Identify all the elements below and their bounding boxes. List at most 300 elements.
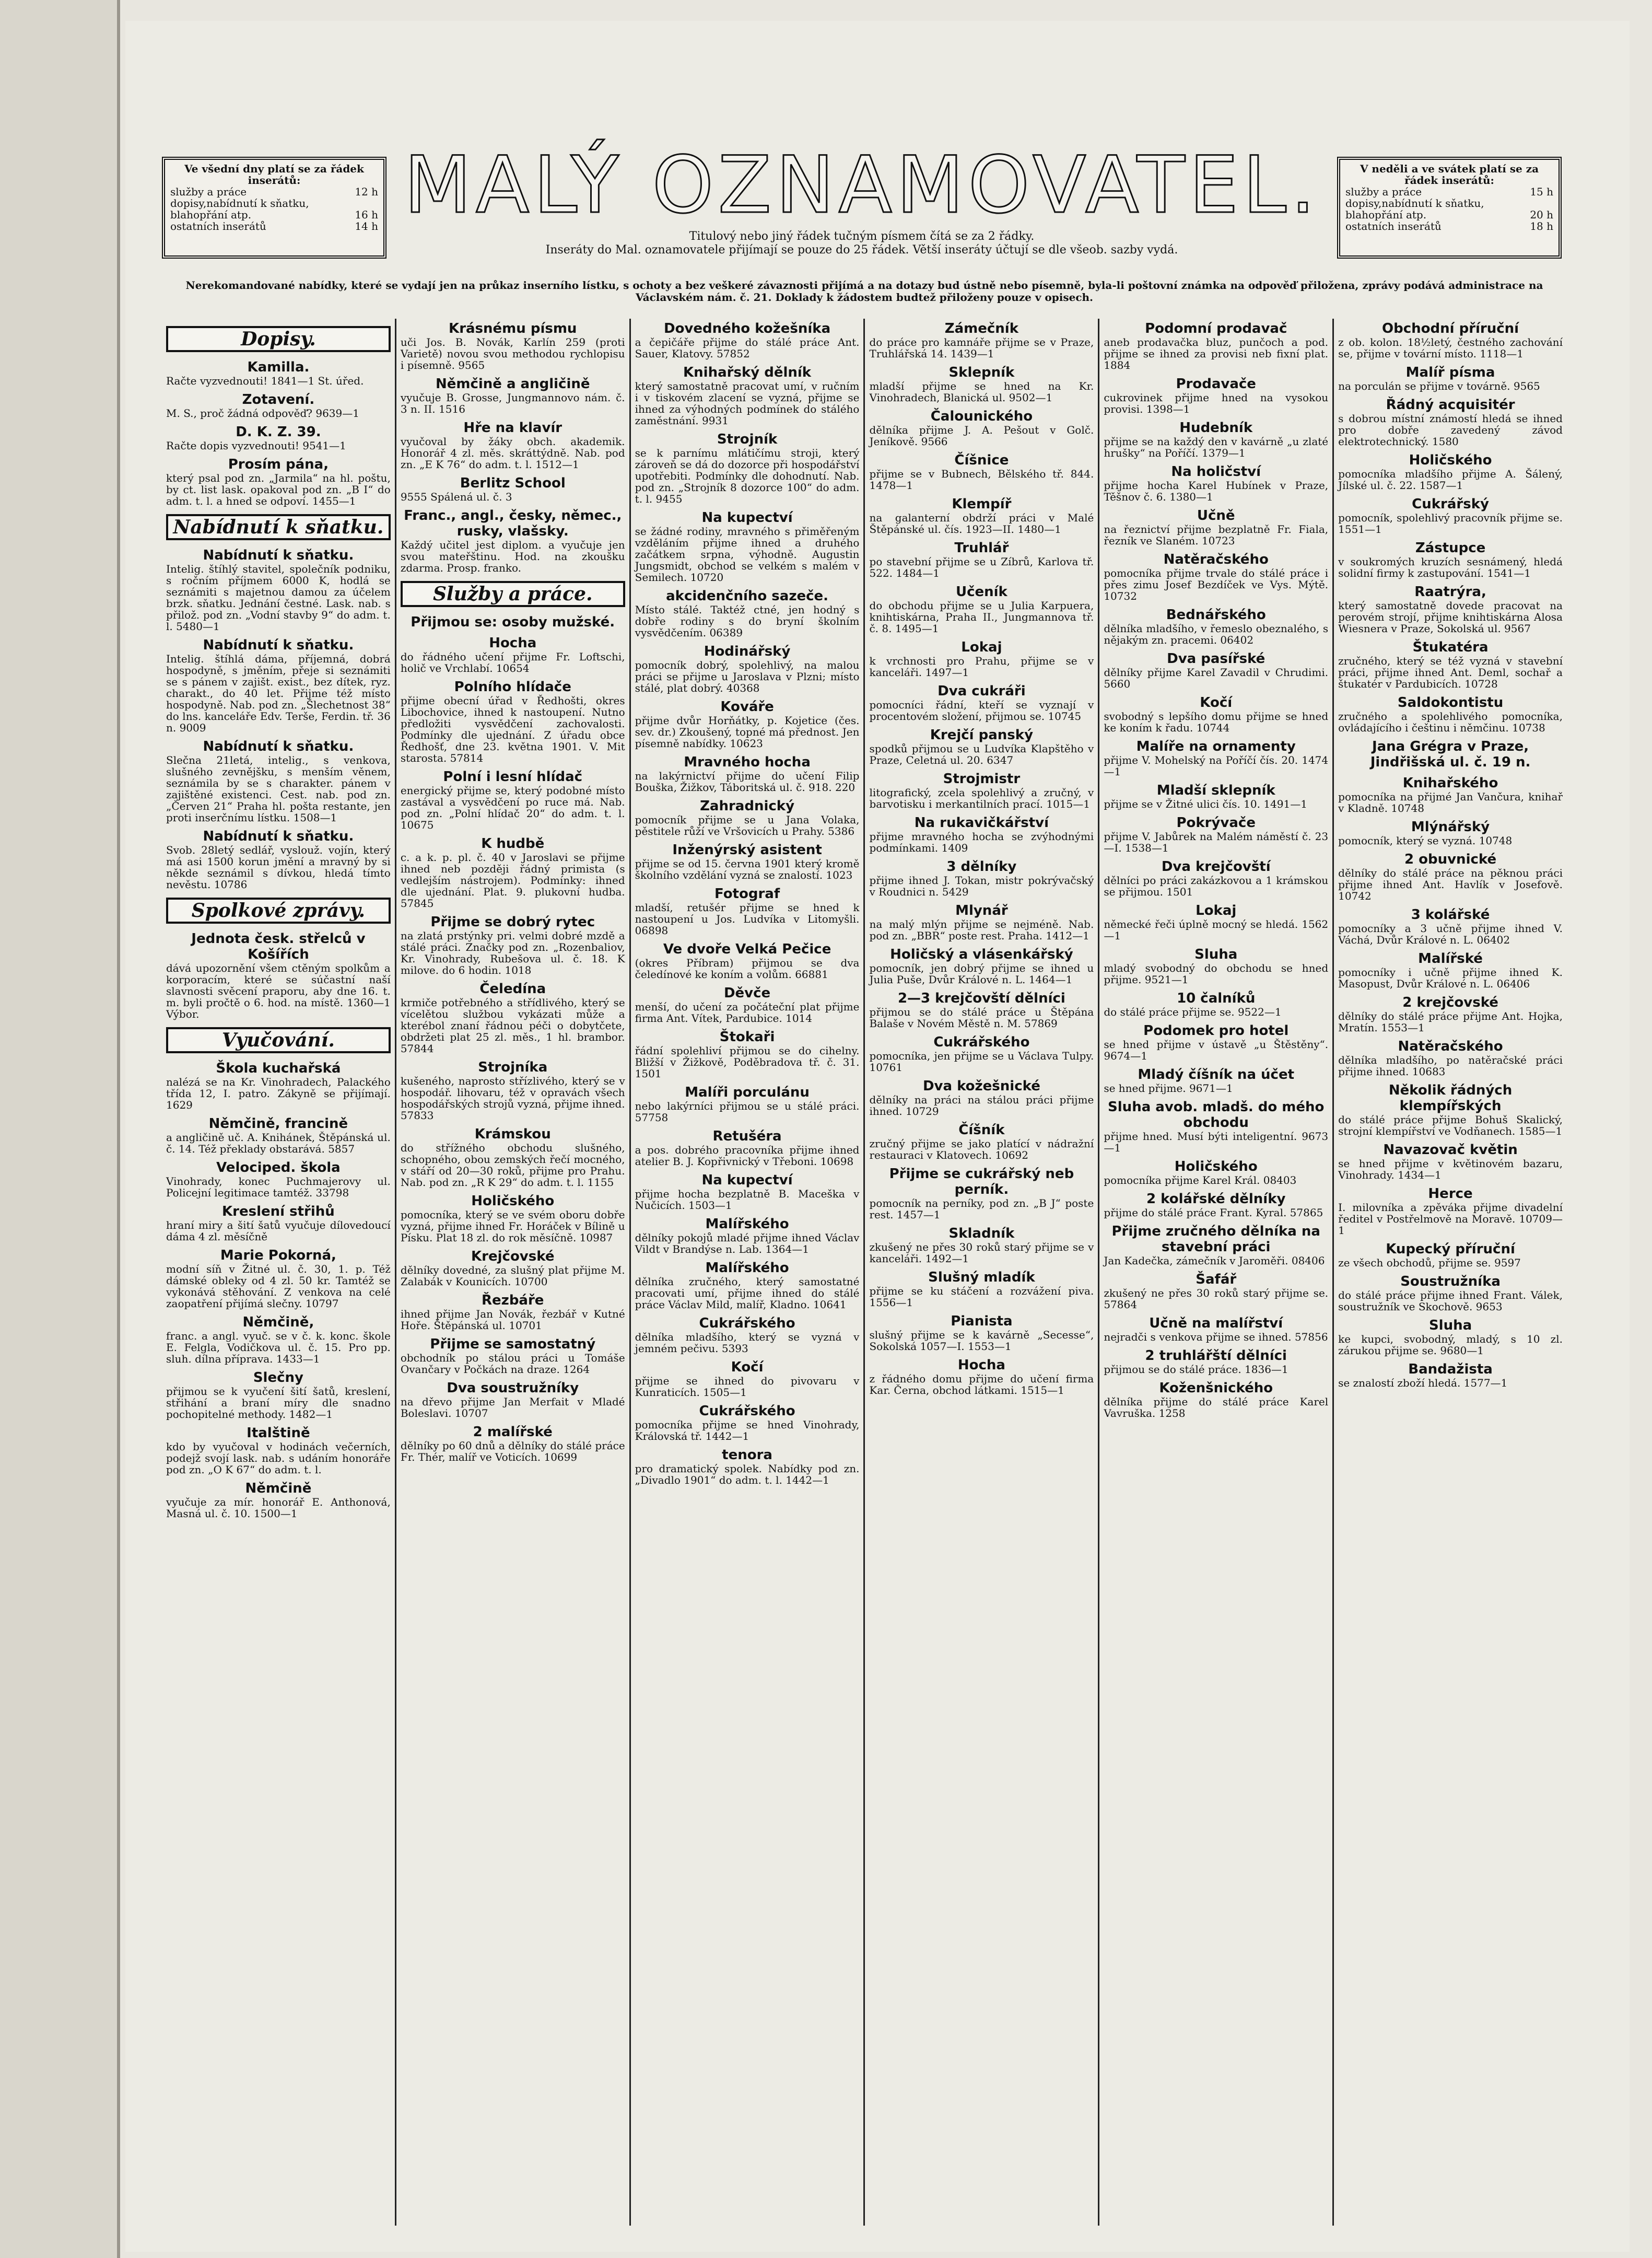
ad-body: přijme se ihned do pivovaru v Kunraticích. 1505—1 xyxy=(635,1375,860,1399)
ad-headline: Malíře na ornamenty xyxy=(1136,739,1296,754)
classified-ad xyxy=(635,842,860,881)
ad-headline: Kamilla. xyxy=(247,359,310,375)
classified-ad xyxy=(1104,1224,1328,1266)
ad-headline: Kočí xyxy=(731,1359,764,1375)
ad-headline: Zámečník xyxy=(944,321,1019,336)
ad-body: pomocníka, který se ve svém oboru dobře vyzná, přijme ihned Fr. Horáček v Bílině u Písku. Plat 18 zl. do rok měsíčně. 10987 xyxy=(400,1208,625,1244)
ad-body: Svob. 28letý sedlář, vyslouž. vojín, který má asi 1500 korun jmění a mravný by si někde seznámil s dívkou, hledá tímto nevěstu. 10786 xyxy=(166,844,391,891)
ad-body: cukrovinek přijme hned na vysokou provisi. 1398—1 xyxy=(1104,391,1329,415)
ad-body: se žádné rodiny, mravného s přiměřeným vzděláním přijme ihned a druhého začátkem srpna, výhodně. Augustin Jungsmidt, obchod se velkém s malém v Semilech. 10720 xyxy=(635,525,860,584)
rate-row xyxy=(170,197,378,209)
classified-ad xyxy=(1104,991,1328,1018)
classified-ad xyxy=(635,321,860,359)
classified-ad xyxy=(1338,907,1563,946)
classified-ad xyxy=(1104,508,1328,546)
ad-body: přijme mravného hocha se zvýhodnými podmínkami. 1409 xyxy=(869,830,1094,854)
classified-ad xyxy=(166,548,391,632)
classified-ad xyxy=(869,859,1094,898)
ad-body: vyučuje za mír. honorář E. Anthonová, Masná ul. č. 10. 1500—1 xyxy=(166,1496,391,1520)
ad-body: dělníky do stálé práce přijme Ant. Hojka, Mratín. 1553—1 xyxy=(1338,1010,1563,1034)
ad-headline: Kreslení střihů xyxy=(222,1204,335,1219)
rates-sunday-box xyxy=(1337,157,1562,259)
ad-headline: Pianista xyxy=(951,1313,1013,1329)
ad-headline: Přijme se samostatný xyxy=(430,1336,596,1352)
classified-ad xyxy=(401,1060,625,1121)
classified-ad xyxy=(1104,859,1328,898)
ad-headline: Štokaři xyxy=(719,1029,775,1045)
ad-body: ze všech obchodů, přijme se. 9597 xyxy=(1338,1256,1521,1269)
ad-headline: Retušéra xyxy=(712,1128,782,1144)
classified-ad xyxy=(166,829,391,890)
ad-body: kdo by vyučoval v hodinách večerních, podejž svojí lask. nab. s udáním honoráře pod zn. „O K 67“ do adm. t. l. xyxy=(166,1440,391,1476)
classified-ad xyxy=(869,771,1094,810)
classified-ad xyxy=(635,1359,860,1398)
ad-body: který samostatně pracovat umí, v ručním i v tiskovém zlacení se vyzná, přijme se ihned za výhodných podmínek do stálého zaměstnání. 9931 xyxy=(635,380,860,427)
ad-body: modní síň v Žitné ul. č. 30, 1. p. Též dámské obleky od 4 zl. 50 kr. Tamtéž se vykonává stěhování. Z venkova na celé zaopatření přijímá slečny. 10797 xyxy=(166,1263,391,1310)
ad-headline: Slečny xyxy=(253,1370,303,1386)
ad-headline: 3 kolářské xyxy=(1411,907,1490,923)
ad-headline: Malíř písma xyxy=(1405,365,1495,380)
ad-headline: Hocha xyxy=(957,1357,1005,1373)
ad-column xyxy=(863,319,1098,2226)
rate-row xyxy=(1345,197,1553,209)
ad-headline: Prosím pána, xyxy=(228,457,329,472)
ad-headline: Berlitz School xyxy=(460,475,566,491)
classified-ad xyxy=(869,1226,1094,1264)
ad-body: pomocníka na přijmé Jan Vančura, knihař v Kladně. 10748 xyxy=(1338,790,1563,814)
ad-body: přijme se v Bubnech, Bělského tř. 844. 1478—1 xyxy=(869,468,1094,492)
ad-headline: Holičského xyxy=(1409,452,1492,468)
ad-headline: Šafář xyxy=(1196,1272,1237,1287)
classified-ad xyxy=(1338,397,1563,447)
ad-body: nejradči s venkova přijme se ihned. 57856 xyxy=(1104,1331,1328,1343)
ad-body: dělníky na práci na stálou práci přijme ihned. 10729 xyxy=(869,1093,1094,1118)
classified-ad xyxy=(401,914,625,976)
ad-body: přijme hned. Musí býti inteligentní. 9673—1 xyxy=(1104,1130,1329,1154)
newspaper-page xyxy=(125,21,1630,2252)
ad-headline: Sluha xyxy=(1428,1318,1472,1333)
ad-body: do řádného učení přijme Fr. Loftschi, holič ve Vrchlabí. 10654 xyxy=(400,650,625,674)
classified-ad xyxy=(1104,783,1328,810)
classified-ad xyxy=(1104,947,1328,985)
ad-headline: Podomní prodavač xyxy=(1145,321,1287,336)
ad-headline: Přijme se cukrářský neb perník. xyxy=(889,1166,1074,1197)
ad-headline: Holičského xyxy=(471,1193,555,1209)
classified-ad xyxy=(166,1160,391,1198)
classified-ad xyxy=(1104,607,1328,646)
ad-body: přijmou se k vyučení šití šatů, kreslení, střihání a braní míry dle snadno pochopitelné methody. 1482—1 xyxy=(166,1385,391,1421)
ad-body: do stálé práce přijme se. 9522—1 xyxy=(1104,1006,1282,1018)
ad-headline: Navazovač květin xyxy=(1383,1142,1518,1158)
ad-headline: Knihařského xyxy=(1402,775,1498,791)
ad-headline: Podomek pro hotel xyxy=(1143,1023,1289,1039)
classified-ad xyxy=(166,1425,391,1475)
page-header xyxy=(162,141,1562,277)
ad-headline: Raatrýra, xyxy=(1414,584,1486,600)
classified-ad xyxy=(1338,321,1563,359)
ad-body: přijme V. Jabůrek na Malém náměstí č. 23—I. 1538—1 xyxy=(1104,830,1329,854)
classified-ad xyxy=(1104,1023,1328,1062)
rate-row xyxy=(1345,220,1553,232)
ad-body: hraní miry a šití šatů vyučuje dílovedoucí dáma 4 zl. měsíčně xyxy=(166,1219,391,1243)
ad-headline: Přijme se dobrý rytec xyxy=(430,914,595,930)
ad-headline: akcidenčního sazeče. xyxy=(666,588,829,604)
ad-body: litografický, zcela spolehlivý a zručný, v barvotisku i merkantilních prací. 1015—1 xyxy=(869,786,1094,810)
ad-column xyxy=(1098,319,1332,2226)
ad-body: zkušený ne přes 30 roků starý přijme se v kanceláři. 1492—1 xyxy=(869,1241,1094,1265)
ad-headline: Cukrářského xyxy=(699,1316,795,1331)
classified-ad xyxy=(869,1166,1094,1220)
rate-price: 14 h xyxy=(355,220,378,232)
ad-headline: Čeledína xyxy=(479,981,546,997)
ad-body: přijme V. Mohelský na Poříčí čís. 20. 1474—1 xyxy=(1104,754,1329,778)
classified-ad xyxy=(166,637,391,734)
classified-ad xyxy=(869,639,1094,678)
ad-body: pomocník na perníky, pod zn. „B J“ poste rest. 1457—1 xyxy=(869,1197,1094,1221)
ad-body: (okres Příbram) přijmou se dva čeledínové ke koním a volům. 66881 xyxy=(635,957,860,981)
classified-ad xyxy=(635,365,860,426)
ad-body: se hned přijme v ústavě „u Štěstěny“. 9674—1 xyxy=(1104,1038,1329,1062)
ad-headline: Dva krejčovští xyxy=(1161,859,1271,875)
rate-label: služby a práce xyxy=(170,185,247,198)
ad-body: se hned přijme v květinovém bazaru, Vinohrady. 1434—1 xyxy=(1338,1157,1563,1181)
classified-ad xyxy=(869,1122,1094,1161)
ad-body: slušný přijme se k kavárně „Secesse“, Sokolská 1057—I. 1553—1 xyxy=(869,1329,1094,1353)
ad-body: mladší, retušér přijme se hned k nastoupení u Jos. Ludvíka v Litomyšli. 06898 xyxy=(635,901,860,937)
ad-headline: Hodinářský xyxy=(704,644,791,659)
ad-body: do obchodu přijme se u Julia Karpuera, knihtiskárna, Praha II., Jungmannova tř. č. 8. 1495—1 xyxy=(869,599,1094,635)
ad-body: do střížného obchodu slušného, schopného, obou zemských řečí mocného, v stáří od 20—30 roků, přijme pro Prahu. Nab. pod zn. „R K 29“ do adm. t. l. 1155 xyxy=(400,1142,625,1189)
ad-headline: Přijmou se: osoby mužské. xyxy=(411,614,615,630)
ad-headline: Knihařský dělník xyxy=(683,365,812,380)
ad-headline: Němčině, xyxy=(242,1314,314,1330)
ad-headline: 2 krejčovské xyxy=(1402,995,1498,1010)
ad-body: dělníky po 60 dnů a dělníky do stálé práce Fr. Thér, malíř ve Voticích. 10699 xyxy=(400,1439,625,1463)
classified-ad xyxy=(869,815,1094,854)
ad-body: pomocníky a 3 učně přijme ihned V. Váchá, Dvůr Králové n. L. 06402 xyxy=(1338,922,1563,946)
ad-headline: Bandažista xyxy=(1408,1361,1493,1377)
classified-ad xyxy=(1338,452,1563,491)
ad-body: na řeznictví přijme bezplatně Fr. Fiala, řezník ve Slaném. 10723 xyxy=(1104,523,1329,547)
masthead xyxy=(397,141,1327,257)
ad-headline: Polního hlídače xyxy=(454,679,571,695)
classified-ad xyxy=(166,1116,391,1155)
masthead-subtitle-1: Titulový nebo jiný řádek tučným písmem čítá se za 2 řádky. xyxy=(689,230,1035,243)
classified-ad xyxy=(1338,951,1563,990)
classified-ad xyxy=(1104,1380,1328,1419)
classified-ad xyxy=(1104,815,1328,854)
ad-body: vyučuje B. Grosse, Jungmannovo nám. č. 3 n. II. 1516 xyxy=(400,391,625,415)
ad-body: dělníka mladšího, který se vyzná v jemném pečivu. 5393 xyxy=(635,1331,860,1355)
classified-ad xyxy=(1104,1067,1328,1094)
rates-weekday-rows xyxy=(170,186,378,232)
classified-ad xyxy=(401,1293,625,1331)
ad-body: Každý učitel jest diplom. a vyučuje jen svou mateřštinu. Hod. na zkoušku zdarma. Prosp. franko. xyxy=(400,539,625,574)
ad-body: kušeného, naprosto střízlivého, který se v hospodář. lihovaru, též v opravách všech hospodářských strojů vyzná, přijme ihned. 57833 xyxy=(400,1075,625,1122)
ad-body: dává upozornění všem ctěným spolkům a korporacím, které se súčastní naší slavnosti svěcení praporu, aby dne 16. t. m. byli pročtě o 6. hod. na místě. 1360—1 Výbor. xyxy=(166,962,391,1020)
masthead-title: MALÝ OZNAMOVATEL. xyxy=(404,140,1320,231)
ad-headline: Řezbáře xyxy=(482,1293,544,1308)
classified-ad xyxy=(401,1380,625,1419)
classified-ad xyxy=(1338,695,1563,734)
rate-row xyxy=(170,186,378,197)
ad-body: vyučoval by žáky obch. akademik. Honorář 4 zl. měs. skráttýdně. Nab. pod zn. „E K 76“ do adm. t. l. 1512—1 xyxy=(400,435,625,471)
classified-ad xyxy=(166,1481,391,1519)
classified-ad xyxy=(635,1260,860,1310)
ad-body: pomocník přijme se u Jana Volaka, pěstitele růží ve Vršovicích u Prahy. 5386 xyxy=(635,813,860,837)
ad-body: přijme se na každý den v kavárně „u zlaté hrušky“ na Poříčí. 1379—1 xyxy=(1104,435,1329,459)
classified-ad xyxy=(635,886,860,936)
ad-headline: Truhlář xyxy=(954,540,1009,556)
ad-headline: Mladší sklepník xyxy=(1156,783,1275,798)
classified-columns xyxy=(162,319,1567,2226)
classified-ad xyxy=(1104,1272,1328,1310)
section-heading: Nabídnutí k sňatku. xyxy=(166,514,391,540)
ad-body: pomocník, který se vyzná. 10748 xyxy=(1338,834,1513,847)
ad-headline: Dva soustružníky xyxy=(447,1380,579,1396)
ad-body: mladý svobodný do obchodu se hned přijme. 9521—1 xyxy=(1104,962,1329,986)
ad-body: dělníky dovedné, za slušný plat přijme M. Zalabák v Kounicích. 10700 xyxy=(400,1264,625,1288)
ad-headline: Hře na klavír xyxy=(463,420,563,436)
rate-row xyxy=(1345,186,1553,197)
ad-headline: Strojníka xyxy=(478,1060,548,1075)
ad-headline: Mlýnářský xyxy=(1411,819,1490,835)
ad-body: přijme se od 15. června 1901 který kromě školního vzdělání vyzná se znalostí. 1023 xyxy=(635,857,860,881)
ad-headline: Lokaj xyxy=(1196,903,1237,918)
classified-ad xyxy=(166,739,391,823)
ad-headline: D. K. Z. 39. xyxy=(236,424,321,440)
ad-headline: Italštině xyxy=(247,1425,310,1441)
classified-ad xyxy=(401,1126,625,1188)
ad-headline: Dva kožešnické xyxy=(922,1078,1040,1094)
classified-ad xyxy=(635,798,860,837)
ad-body: se hned přijme. 9671—1 xyxy=(1104,1082,1233,1095)
ad-body: I. milovníka a zpěváka přijme divadelní ředitel v Postřelmově na Moravě. 10709—1 xyxy=(1338,1201,1563,1237)
classified-ad xyxy=(869,903,1094,941)
classified-ad xyxy=(869,496,1094,535)
ad-body: zručný přijme se jako platící v nádražní restauraci v Klatovech. 10692 xyxy=(869,1137,1094,1161)
ad-body: na dřevo přijme Jan Merfait v Mladé Boleslavi. 10707 xyxy=(400,1395,625,1419)
rate-label: ostatních inserátů xyxy=(1345,220,1442,232)
ad-headline: Malířského xyxy=(705,1260,789,1276)
ad-headline: Němčině xyxy=(245,1481,312,1496)
classified-ad xyxy=(869,540,1094,579)
ad-body: přijme obecní úřad v Ředhošti, okres Libochovice, ihned k nastoupení. Nutno předložiti vysvědčení zachovalosti. Podmínky dle ujednání. Z úřadu obce Ředhošť, dne 23. května 1901. V. Mit starosta. 57814 xyxy=(400,694,625,764)
ad-column xyxy=(395,319,629,2226)
ad-headline: Strojník xyxy=(717,432,778,447)
ad-body: franc. a angl. vyuč. se v č. k. konc. škole E. Felgla, Vodičkova ul. č. 15. Pro pp. sluh. dílna příprava. 1433—1 xyxy=(166,1330,391,1365)
classified-ad xyxy=(1338,1083,1563,1137)
ad-body: pomocník dobrý, spolehlivý, na malou práci se přijme u Jaroslava v Plzni; místo stálé, plat dobrý. 40368 xyxy=(635,659,860,694)
classified-ad xyxy=(166,457,391,507)
ad-headline: Na kupectví xyxy=(701,1172,793,1188)
ad-body: dělníka mladšího, po natěračské práci přijme ihned. 10683 xyxy=(1338,1054,1563,1078)
ad-headline: Inženýrský asistent xyxy=(672,842,822,858)
ad-body: pomocníka přijme Karel Král. 08403 xyxy=(1104,1174,1297,1186)
rate-label: ostatních inserátů xyxy=(170,220,266,232)
ad-body: pomocníky i učně přijme ihned K. Masopust, Dvůr Králové n. L. 06406 xyxy=(1338,966,1563,990)
ad-body: který samostatně dovede pracovat na perovém strojí, přijme knihtiskárna Alosa Wiesnera v Praze, Sokolská ul. 9567 xyxy=(1338,599,1563,635)
rate-label: služby a práce xyxy=(1345,185,1422,198)
classified-ad xyxy=(1338,365,1563,392)
ad-headline: Holičského xyxy=(1174,1159,1258,1174)
ad-body: Račte vyzvednouti! 1841—1 St. úřed. xyxy=(166,375,364,387)
classified-ad xyxy=(869,727,1094,766)
classified-ad xyxy=(401,635,625,674)
ad-headline: Děvče xyxy=(723,985,771,1001)
ad-body: pomocníka přijme se hned Vinohrady, Královská tř. 1442—1 xyxy=(635,1418,860,1442)
ad-headline: Kováře xyxy=(720,699,774,715)
classified-ad xyxy=(635,941,860,980)
classified-ad xyxy=(1104,1348,1328,1375)
ad-body: přijme ihned J. Tokan, mistr pokrývačský v Roudnici n. 5429 xyxy=(869,874,1094,898)
ad-headline: Hudebník xyxy=(1179,420,1253,436)
classified-ad xyxy=(869,1078,1094,1117)
ad-body: na zlatá prstýnky pri. velmi dobré mzdě a stálé práci. Značky pod zn. „Rozenbaliov, Kr. Vinohrady, Rubešova ul. č. 18. K milove. do 6 hodin. 1018 xyxy=(400,929,625,976)
classified-ad xyxy=(166,424,391,451)
classified-ad xyxy=(1104,739,1328,777)
ad-column xyxy=(629,319,864,2226)
ad-headline: Učně xyxy=(1197,508,1235,523)
ad-headline: Soustružníka xyxy=(1400,1274,1501,1289)
classified-ad xyxy=(1104,695,1328,734)
classified-ad xyxy=(401,1193,625,1243)
classified-ad xyxy=(635,432,860,505)
rate-label: dopisy,nabídnutí k sňatku, xyxy=(170,197,309,209)
ad-body: ke kupci, svobodný, mladý, s 10 zl. zárukou přijme se. 9680—1 xyxy=(1338,1333,1563,1357)
ad-body: nalézá se na Kr. Vinohradech, Palackého třída 12, I. patro. Zákyně se přijímají. 1629 xyxy=(166,1076,391,1111)
rate-price: 15 h xyxy=(1530,185,1553,198)
ad-body: Intelig. štíhlá dáma, příjemná, dobrá hospodyně, s jměním, přeje si seznámiti se s pánem v zajišt. exist., bez dítek, ryz. charakt., do 40 let. Přijme též místo hospodyně. Nab. pod zn. „Šlechetnost 38“ do lns. kanceláře Edv. Terše, Ferdin. tř. 36 n. 9009 xyxy=(166,653,391,734)
ad-body: na porculán se přijme v továrně. 9565 xyxy=(1338,380,1540,392)
ad-headline: Holičský a vlásenkářský xyxy=(890,947,1073,962)
ad-body: obchodník po stálou práci u Tomáše Ovančary v Počkách na draze. 1264 xyxy=(400,1352,625,1376)
ad-body: a pos. dobrého pracovníka přijme ihned atelier B. J. Kopřivnický v Třeboni. 10698 xyxy=(635,1144,860,1168)
classified-ad xyxy=(1104,376,1328,415)
classified-ad xyxy=(1104,1191,1328,1218)
classified-ad xyxy=(1338,1318,1563,1356)
ad-body: německé řeči úplně mocný se hledá. 1562—1 xyxy=(1104,918,1329,942)
ad-body: zručného, který se též vyzná v stavební práci, přijme ihned Ant. Deml, sochař a štukatér v Pardubicích. 10728 xyxy=(1338,655,1563,690)
classified-ad xyxy=(1338,852,1563,902)
ad-headline: Zotavení. xyxy=(242,392,315,408)
ad-body: pomocníka přijme trvale do stálé práce i přes zimu Josef Bezdíček ve Vys. Mýtě. 10732 xyxy=(1104,567,1329,602)
classified-ad xyxy=(401,508,625,574)
ad-headline: Saldokontistu xyxy=(1397,695,1504,711)
classified-ad xyxy=(869,1357,1094,1396)
classified-ad xyxy=(869,321,1094,359)
ad-body: Slečna 21letá, intelig., s venkova, slušného zevnějšku, s menším věnem, seznámila by se s charakter. pánem v zajištěné existenci. Cest. nab. pod zn. „Červen 21“ Praha hl. pošta restante, jen proti inserčnímu lístku. 1508—1 xyxy=(166,754,391,824)
ad-headline: Na holičství xyxy=(1171,464,1261,480)
ad-headline: Zástupce xyxy=(1415,540,1486,556)
rate-label: dopisy,nabídnutí k sňatku, xyxy=(1345,197,1484,209)
ad-headline: Na kupectví xyxy=(701,510,793,526)
ad-headline: Strojmistr xyxy=(943,771,1021,787)
ad-body: dělníka mladšího, v řemeslo obeznalého, s nějakým zn. pracemi. 06402 xyxy=(1104,622,1329,646)
ad-body: Jan Kadečka, zámečník v Jaroměři. 08406 xyxy=(1104,1254,1325,1267)
ad-body: aneb prodavačka bluz, punčoch a pod. přijme se ihned za provisi neb fixní plat. 1884 xyxy=(1104,336,1329,371)
ad-headline: Sluha xyxy=(1194,947,1238,962)
ad-headline: Nabídnutí k sňatku. xyxy=(203,637,354,653)
rate-price: 12 h xyxy=(355,185,378,198)
classified-ad xyxy=(869,1313,1094,1352)
ad-headline: Prodavače xyxy=(1176,376,1256,392)
classified-ad xyxy=(635,1447,860,1486)
ad-headline: Na rukavičkářství xyxy=(914,815,1049,831)
ad-body: nebo lakýrníci přijmou se u stálé práci. 57758 xyxy=(635,1100,860,1124)
ad-body: přijmou se do stálé práce u Štěpána Balaše v Novém Městě n. M. 57869 xyxy=(869,1006,1094,1030)
ad-body: pomocníci řádní, kteří se vyznají v procentovém složení, přijmou se. 10745 xyxy=(869,699,1094,723)
ad-headline: 2 truhlářští dělníci xyxy=(1145,1348,1287,1364)
classified-ad xyxy=(1104,464,1328,503)
ad-body: zručného a spolehlivého pomocníka, ovládajícího i češtinu i němčinu. 10738 xyxy=(1338,710,1563,734)
rates-sunday-rows xyxy=(1345,186,1553,232)
ad-body: po stavební přijme se u Zíbrů, Karlova tř. 522. 1484—1 xyxy=(869,555,1094,579)
ad-headline: Herce xyxy=(1428,1186,1473,1202)
classified-ad xyxy=(1338,540,1563,579)
classified-ad xyxy=(635,1316,860,1354)
ad-body: přijmou se do stálé práce. 1836—1 xyxy=(1104,1363,1288,1376)
classified-ad xyxy=(401,769,625,831)
ad-body: Intelig. štíhlý stavitel, společník podniku, s ročním příjmem 6000 K, hodlá se seznámiti s majetnou damou za účelem brzk. sňatku. Jednání čestné. Lask. nab. s přilož. pod zn. „Vodní stavby 9“ do adm. t. l. 5480—1 xyxy=(166,563,391,633)
ad-body: pomocníka, jen přijme se u Václava Tulpy. 10761 xyxy=(869,1050,1094,1074)
ad-headline: Číšník xyxy=(958,1122,1005,1138)
ad-body: mladší přijme se hned na Kr. Vinohradech, Blanická ul. 9502—1 xyxy=(869,380,1094,404)
classified-ad xyxy=(869,409,1094,447)
ad-body: pomocníka mladšího přijme A. Šálený, Jílské ul. č. 22. 1587—1 xyxy=(1338,468,1563,492)
rates-weekday-box xyxy=(162,157,386,259)
classified-ad xyxy=(1338,1361,1563,1389)
classified-ad xyxy=(1338,775,1563,814)
ad-headline: Jednota česk. střelců v Košířích xyxy=(191,931,366,962)
classified-ad xyxy=(635,510,860,583)
ad-body: z ob. kolon. 18½letý, čestného zachování se, přijme v tovární místo. 1118—1 xyxy=(1338,336,1563,360)
ad-body: přijme se v Žitné ulici čís. 10. 1491—1 xyxy=(1104,798,1307,810)
ad-headline: Krejčí panský xyxy=(930,727,1034,743)
ad-headline: Učeník xyxy=(955,584,1007,600)
classified-ad xyxy=(1104,903,1328,941)
ad-headline: Ve dvoře Velká Pečice xyxy=(663,941,831,957)
ad-headline: Němčině a angličině xyxy=(435,376,590,392)
ad-headline: Malířské xyxy=(1418,951,1483,967)
ad-body: který psal pod zn. „Jarmila“ na hl. poštu, by ct. list lask. opakoval pod zn. „B I“ do adm. t. l. a hned se odpoví. 1455—1 xyxy=(166,472,391,507)
ad-headline: Obchodní příruční xyxy=(1382,321,1519,336)
classified-ad xyxy=(1104,321,1328,371)
classified-ad xyxy=(166,1370,391,1420)
classified-ad xyxy=(1338,1142,1563,1181)
ad-headline: Cukrářský xyxy=(1412,496,1489,512)
classified-ad xyxy=(166,359,391,387)
ad-body: dělníky do stálé práce na pěknou práci přijme ihned Ant. Havlík v Josefově. 10742 xyxy=(1338,867,1563,902)
classified-ad xyxy=(869,947,1094,985)
ad-body: přijme do stálé práce Frant. Kyral. 57865 xyxy=(1104,1206,1323,1219)
classified-ad xyxy=(1104,552,1328,602)
classified-ad xyxy=(1104,1099,1328,1154)
ad-body: Vinohrady, konec Puchmajerovy ul. Policejní legitimace tamtéž. 33798 xyxy=(166,1175,391,1199)
ad-headline: Číšnice xyxy=(954,452,1009,468)
ad-headline: 2 obuvnické xyxy=(1404,852,1497,867)
ad-headline: Velociped. škola xyxy=(216,1160,341,1175)
classified-ad xyxy=(635,644,860,694)
ad-body: dělníky přijme Karel Zavadil v Chrudimi. 5660 xyxy=(1104,666,1329,690)
rates-weekday-title: Ve všední dny platí se za řádek inserátů: xyxy=(184,162,364,187)
ad-headline: Mladý číšník na účet xyxy=(1138,1067,1295,1083)
ad-headline: Čalounického xyxy=(930,409,1033,424)
section-heading: Vyučování. xyxy=(166,1027,391,1053)
ad-body: pomocník, jen dobrý přijme se ihned u Julia Puše, Dvůr Králové n. L. 1464—1 xyxy=(869,962,1094,986)
classified-ad xyxy=(401,1249,625,1287)
masthead-subtitle-2: Inseráty do Mal. oznamovatele přijímají se pouze do 25 řádek. Větší inseráty účtují se dle všeob. sazby vydá. xyxy=(545,243,1178,257)
